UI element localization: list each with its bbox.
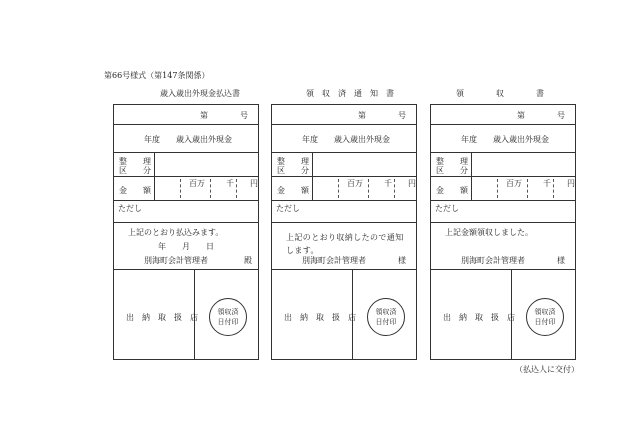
digit-divider	[236, 179, 237, 198]
message-text: 上記のとおり払込みます。	[128, 228, 224, 237]
classification-row	[272, 153, 416, 177]
digit-divider	[553, 179, 554, 198]
office-label: 出 納 取 扱 店	[443, 313, 515, 322]
form-title: 歳入歳出外現金	[493, 135, 549, 144]
unit-yen: 円	[567, 179, 575, 188]
year-label: 年度	[144, 135, 160, 144]
number-label: 第 号	[517, 111, 565, 120]
manager-name: 別海町会計管理者	[302, 256, 366, 265]
unit-thousand: 千	[226, 179, 234, 188]
number-row	[431, 105, 575, 125]
note-label: ただし	[118, 204, 142, 213]
stamp-text-1: 領収済	[375, 308, 397, 316]
divider	[312, 177, 313, 200]
digit-divider	[527, 179, 528, 198]
form-identifier: 第66号様式（第147条関係）	[104, 71, 210, 80]
classification-label-1: 整 理	[436, 157, 468, 166]
number-row	[272, 105, 416, 125]
divider	[154, 177, 155, 200]
unit-yen: 円	[250, 179, 258, 188]
digit-divider	[338, 179, 339, 198]
title-row	[272, 125, 416, 153]
classification-label-1: 整 理	[119, 157, 151, 166]
divider	[471, 177, 472, 200]
note-label: ただし	[435, 204, 459, 213]
message-text: 上記金額領収しました。	[445, 228, 533, 237]
stamp-text-1: 領収済	[217, 308, 239, 316]
bottom-section	[114, 270, 258, 359]
date-stamp-circle	[209, 298, 247, 336]
amount-label: 金 額	[277, 186, 309, 195]
manager-name: 別海町会計管理者	[144, 256, 208, 265]
stamp-text-2: 日付印	[217, 318, 239, 326]
classification-label-2: 区 分	[277, 166, 309, 175]
digit-divider	[210, 179, 211, 198]
number-label: 第 号	[358, 111, 406, 120]
manager-suffix: 様	[557, 256, 565, 265]
office-label: 出 納 取 扱 店	[284, 313, 356, 322]
panel-title-receipt-notice: 領 収 済 通 知 書	[306, 89, 394, 98]
classification-row	[114, 153, 258, 177]
manager-suffix: 殿	[244, 256, 252, 265]
number-label: 第 号	[200, 111, 248, 120]
year-label: 年度	[461, 135, 477, 144]
stamp-text-1: 領収済	[534, 308, 556, 316]
note-row	[114, 201, 258, 223]
date-line: 年 月 日	[158, 242, 214, 251]
amount-label: 金 額	[119, 186, 151, 195]
unit-thousand: 千	[543, 179, 551, 188]
manager-suffix: 様	[398, 256, 406, 265]
stamp-text-2: 日付印	[375, 318, 397, 326]
manager-name: 別海町会計管理者	[461, 256, 525, 265]
amount-row	[272, 177, 416, 201]
delivery-note: （払込人に交付）	[515, 365, 579, 374]
digit-divider	[180, 179, 181, 198]
message-row	[114, 223, 258, 270]
form-title: 歳入歳出外現金	[334, 135, 390, 144]
unit-thousand: 千	[384, 179, 392, 188]
form-title: 歳入歳出外現金	[176, 135, 232, 144]
digit-divider	[497, 179, 498, 198]
classification-label-1: 整 理	[277, 157, 309, 166]
payment-slip-panel	[113, 104, 259, 360]
date-stamp-circle	[367, 298, 405, 336]
classification-row	[431, 153, 575, 177]
receipt-notice-panel	[271, 104, 417, 360]
stamp-text-2: 日付印	[534, 318, 556, 326]
note-row	[272, 201, 416, 223]
bottom-section	[272, 270, 416, 359]
title-row	[114, 125, 258, 153]
bottom-section	[431, 270, 575, 359]
title-row	[431, 125, 575, 153]
unit-million: 百万	[506, 179, 522, 188]
amount-row	[114, 177, 258, 201]
unit-yen: 円	[408, 179, 416, 188]
note-label: ただし	[276, 204, 300, 213]
message-text: 上記のとおり収納したので通知します。	[286, 233, 404, 255]
amount-row	[431, 177, 575, 201]
digit-divider	[368, 179, 369, 198]
panel-title-receipt: 領 収 書	[456, 89, 544, 98]
divider	[471, 153, 472, 176]
divider	[154, 153, 155, 176]
classification-label-2: 区 分	[119, 166, 151, 175]
unit-million: 百万	[189, 179, 205, 188]
panel-title-payment: 歳入歳出外現金払込書	[160, 89, 240, 98]
number-row	[114, 105, 258, 125]
message-row	[431, 223, 575, 270]
receipt-panel	[430, 104, 576, 360]
classification-label-2: 区 分	[436, 166, 468, 175]
divider	[312, 153, 313, 176]
note-row	[431, 201, 575, 223]
office-label: 出 納 取 扱 店	[126, 313, 198, 322]
message-row	[272, 223, 416, 270]
digit-divider	[394, 179, 395, 198]
amount-label: 金 額	[436, 186, 468, 195]
unit-million: 百万	[347, 179, 363, 188]
year-label: 年度	[302, 135, 318, 144]
date-stamp-circle	[526, 298, 564, 336]
